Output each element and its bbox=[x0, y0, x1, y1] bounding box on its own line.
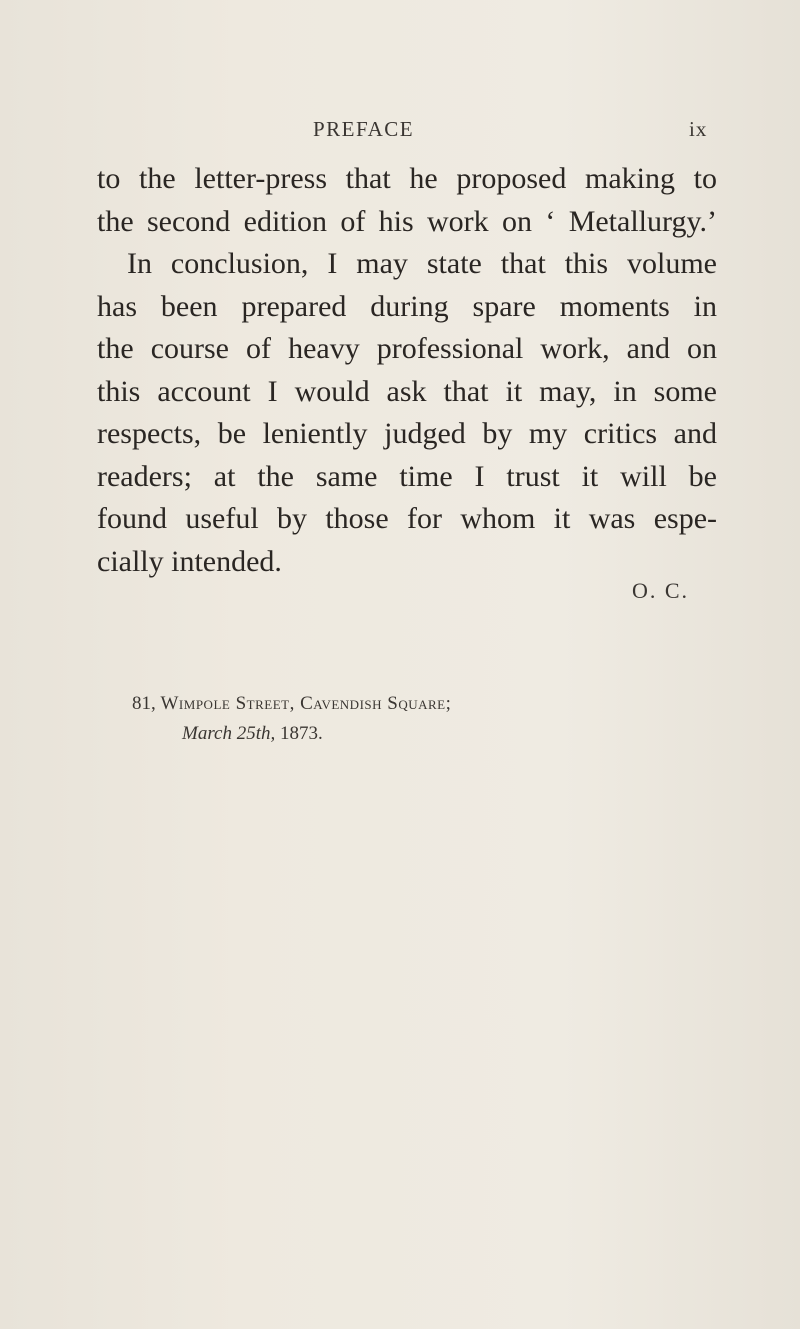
preface-body-text bbox=[97, 158, 717, 583]
running-head bbox=[0, 117, 800, 147]
address-number: 81, bbox=[132, 693, 156, 714]
date-year: 1873. bbox=[279, 723, 323, 744]
text-line-5: the course of heavy professional work, and on bbox=[97, 332, 717, 365]
author-initials: O. C. bbox=[632, 578, 690, 603]
text-line-1: to the letter-press that he proposed making to bbox=[97, 162, 717, 195]
text-line-7: respects, be leniently judged by my critics and bbox=[97, 417, 717, 450]
text-line-6: this account I would ask that it may, in some bbox=[97, 374, 717, 408]
date-month-day: March 25th, bbox=[182, 723, 276, 744]
running-title: PREFACE bbox=[313, 117, 415, 141]
text-line-4: has been prepared during spare moments in bbox=[97, 289, 717, 323]
text-line-8: readers; at the same time I trust it will be bbox=[97, 459, 717, 493]
address-line bbox=[132, 693, 451, 715]
address-street: Wimpole Street, Cavendish Square; bbox=[160, 693, 452, 714]
text-line-9: found useful by those for whom it was espe- bbox=[97, 502, 717, 535]
text-line-2: the second edition of his work on ‘ Metallurgy.’ bbox=[97, 204, 717, 238]
text-line-3: In conclusion, I may state that this volume bbox=[127, 247, 717, 280]
date-line bbox=[182, 723, 323, 745]
text-line-10: cially intended. bbox=[97, 544, 282, 578]
page-number: ix bbox=[689, 117, 708, 141]
